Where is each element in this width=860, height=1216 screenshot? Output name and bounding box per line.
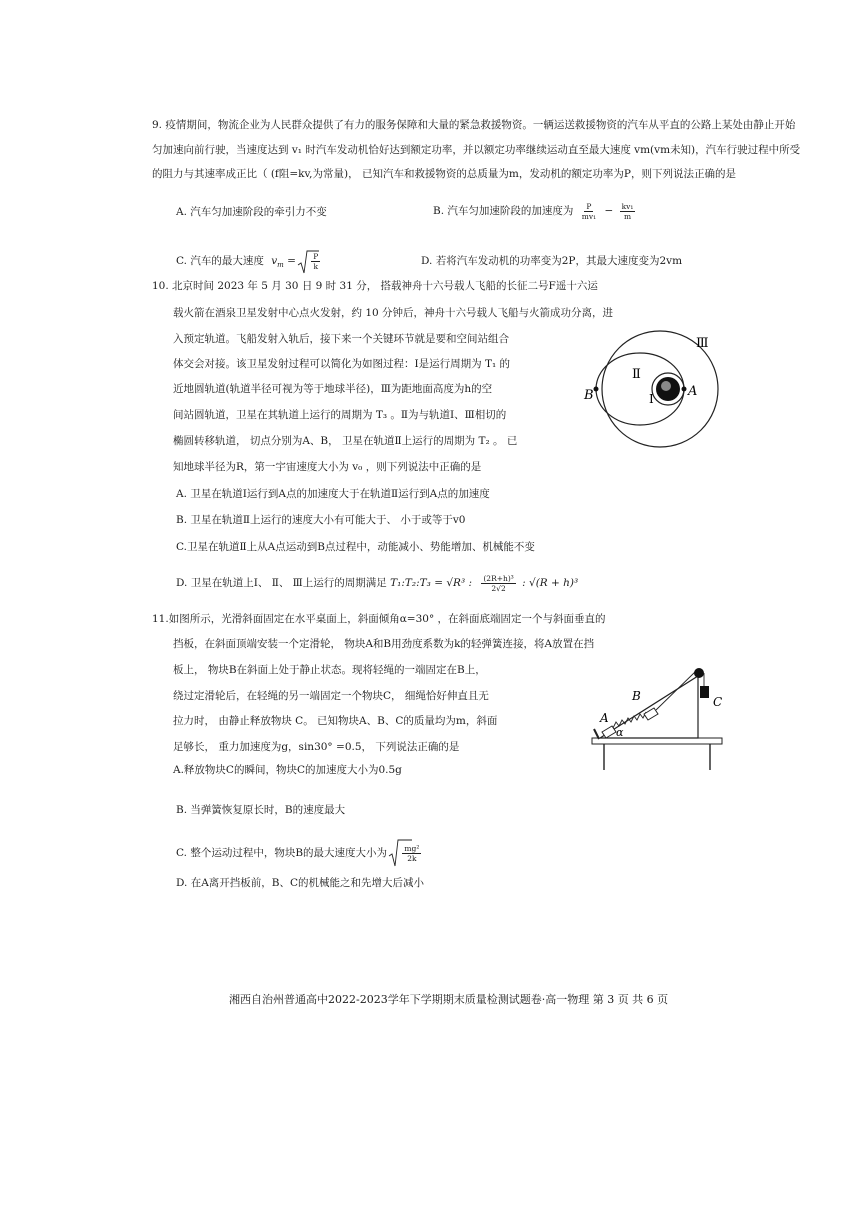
q10-option-d <box>176 570 578 596</box>
q9-option-b <box>433 200 638 222</box>
label-block-b: B <box>632 689 641 703</box>
q10-line-3: 入预定轨道。飞船发射入轨后，接下来一个关键环节就是要和空间站组合 <box>173 333 509 345</box>
q9-option-a: A. 汽车匀加速阶段的牵引力不变 <box>176 206 327 218</box>
sqrt-sign-icon <box>388 838 412 868</box>
q10-option-d-ratio: T₁:T₂:T₃ = √R³ : <box>390 577 473 589</box>
sqrt-sign-icon <box>297 249 319 275</box>
q10-line-1: 10. 北京时间 2023 年 5 月 30 日 9 时 31 分， 搭载神舟十六号载人飞船的长征二号F遥十六运 <box>152 280 598 292</box>
q9-option-c-equals: = <box>287 255 296 267</box>
q11-line-1: 11.如图所示，光滑斜面固定在水平桌面上，斜面倾角α=30° ，在斜面底端固定一个与斜面垂直的 <box>152 613 606 625</box>
orbit-diagram <box>584 325 722 455</box>
q9-stem-line-1: 9. 疫情期间，物流企业为人民群众提供了有力的服务保障和大量的紧急救援物资。一辆运送救援物资的汽车从平直的公路上某处由静止开始 <box>152 119 796 131</box>
q11-line-4: 绕过定滑轮后，在轻绳的另一端固定一个物块C， 细绳恰好伸直且无 <box>173 690 489 702</box>
q10-option-d-last: : √(R + h)³ <box>522 577 579 589</box>
q9-option-b-minus: − <box>604 205 614 217</box>
q9-option-b-fraction-1 <box>580 202 598 221</box>
q9-option-c <box>176 249 323 277</box>
incline-diagram <box>586 656 736 772</box>
pulley-icon <box>694 668 704 678</box>
label-block-a: A <box>600 711 609 725</box>
q10-option-d-fraction <box>481 574 515 593</box>
label-block-c: C <box>713 695 723 709</box>
q10-option-d-frac-num: (2R+h)³ <box>483 573 514 583</box>
q9-option-c-sqrt <box>299 249 323 273</box>
table-top <box>592 738 722 744</box>
q9-option-d: D. 若将汽车发动机的功率变为2P，其最大速度变为2vm <box>421 255 683 267</box>
q11-option-c-den: 2k <box>407 853 417 863</box>
q11-line-5: 拉力时， 由静止释放物块 C。 已知物块A、B、C的质量均为m，斜面 <box>173 715 498 727</box>
label-orbit-i: Ⅰ <box>649 392 654 406</box>
point-b-dot <box>594 387 599 392</box>
q9-option-b-f2-den: m <box>623 211 632 221</box>
q9-stem-line-2: 匀加速向前行驶，当速度达到 v₁ 时汽车发动机恰好达到额定功率，并以额定功率继续运动直至最大速度 vm(vm未知)，汽车行驶过程中所受 <box>152 144 801 156</box>
q9-option-c-vm-sub: m <box>277 261 284 270</box>
label-orbit-iii: Ⅲ <box>696 336 709 351</box>
q10-line-4: 体交会对接。该卫星发射过程可以简化为如图过程：Ⅰ是运行周期为 T₁ 的 <box>173 358 511 370</box>
q9-option-b-prefix: B. 汽车匀加速阶段的加速度为 <box>433 205 574 217</box>
q11-option-c-prefix: C. 整个运动过程中，物块B的最大速度大小为 <box>176 847 388 859</box>
q9-option-c-den: k <box>313 261 319 271</box>
q9-option-b-f2-num: kv₁ <box>621 201 634 211</box>
q9-option-b-f1-den: mv₁ <box>581 211 597 221</box>
q10-line-6: 间站圆轨道，卫星在其轨道上运行的周期为 T₃ 。Ⅱ为与轨道Ⅰ、Ⅲ相切的 <box>173 409 507 421</box>
earth-highlight <box>661 381 671 391</box>
label-orbit-ii: Ⅱ <box>632 367 641 382</box>
q10-line-2: 载火箭在酒泉卫星发射中心点火发射，约 10 分钟后，神舟十六号载人飞船与火箭成功分离，进 <box>173 307 614 319</box>
q11-option-d: D. 在A离开挡板前，B、C的机械能之和先增大后减小 <box>176 877 425 889</box>
q10-option-c: C.卫星在轨道Ⅱ上从A点运动到B点过程中，动能减小、势能增加、机械能不变 <box>176 541 535 553</box>
q11-line-2: 挡板，在斜面顶端安装一个定滑轮， 物块A和B用劲度系数为k的轻弹簧连接，将A放置在挡 <box>173 638 595 650</box>
q10-line-5: 近地圆轨道(轨道半径可视为等于地球半径)，Ⅲ为距地面高度为h的空 <box>173 383 493 395</box>
label-angle-alpha: α <box>616 726 624 739</box>
q9-option-c-num: P <box>313 251 319 261</box>
block-c <box>700 686 709 698</box>
q11-line-3: 板上， 物块B在斜面上处于静止状态。现将轻绳的一端固定在B上， <box>173 664 486 676</box>
q10-option-a: A. 卫星在轨道Ⅰ运行到A点的加速度大于在轨道Ⅱ运行到A点的加速度 <box>176 488 490 500</box>
q10-option-d-frac-den: 2√2 <box>491 583 506 593</box>
q11-line-6: 足够长， 重力加速度为g，sin30° =0.5， 下列说法正确的是 <box>173 741 460 753</box>
q10-line-7: 椭圆转移轨道， 切点分别为A、B， 卫星在轨道Ⅱ上运行的周期为 T₂ 。 已 <box>173 435 518 447</box>
q11-option-c-sqrt <box>390 838 424 868</box>
point-a-dot <box>682 387 687 392</box>
q9-option-c-vm: v <box>271 255 278 267</box>
q9-option-c-prefix: C. 汽车的最大速度 <box>176 255 264 267</box>
q9-option-b-f1-num: P <box>586 201 592 211</box>
q11-option-a: A.释放物块C的瞬间，物块C的加速度大小为0.5g <box>173 764 402 776</box>
label-point-b: B <box>584 388 594 403</box>
label-point-a: A <box>688 384 698 399</box>
q9-stem-line-3: 的阻力与其速率成正比（ (f阻=kv,为常量)， 已知汽车和救援物资的总质量为m，发动机的额定功率为P，则下列说法正确的是 <box>152 168 736 180</box>
q10-option-b: B. 卫星在轨道Ⅱ上运行的速度大小有可能大于、 小于或等于v0 <box>176 514 466 526</box>
q10-line-8: 知地球半径为R，第一宇宙速度大小为 v₀ ，则下列说法中正确的是 <box>173 461 482 473</box>
q11-option-c-num: mg² <box>404 843 420 853</box>
q11-option-b: B. 当弹簧恢复原长时，B的速度最大 <box>176 804 346 816</box>
q10-option-d-prefix: D. 卫星在轨道上Ⅰ、 Ⅱ、 Ⅲ上运行的周期满足 <box>176 577 387 589</box>
q11-option-c <box>176 838 424 868</box>
page-footer: 湘西自治州普通高中2022-2023学年下学期期末质量检测试题卷·高一物理 第 3 页 共 6 页 <box>229 993 669 1006</box>
incline-wedge <box>600 676 698 738</box>
q9-option-b-fraction-2 <box>620 202 636 221</box>
